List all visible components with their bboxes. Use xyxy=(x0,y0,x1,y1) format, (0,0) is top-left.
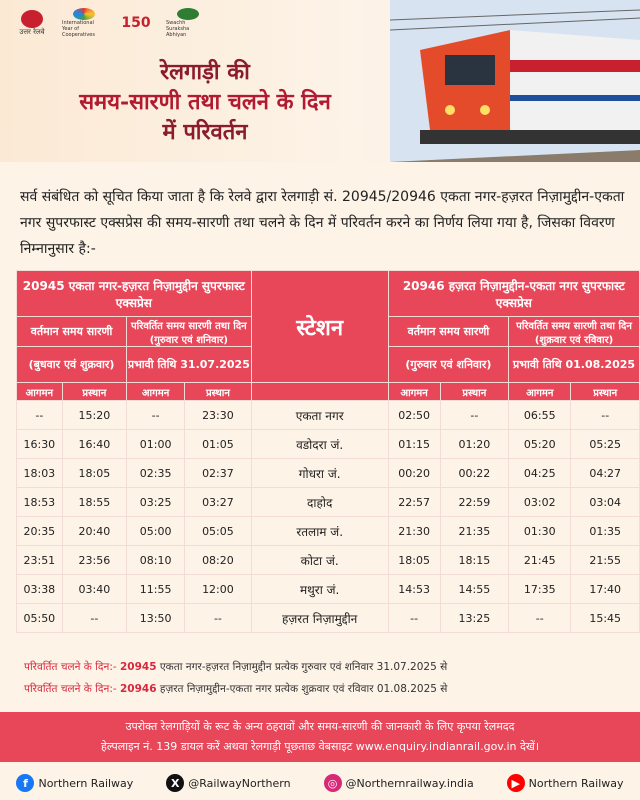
station-cell: कोटा जं. xyxy=(251,546,388,575)
col-arrival: आगमन xyxy=(509,383,571,401)
notes xyxy=(24,656,447,700)
table-row xyxy=(17,604,640,633)
time-cell: 18:05 xyxy=(388,546,440,575)
table-row xyxy=(17,401,640,430)
col-arrival: आगमन xyxy=(127,383,185,401)
station-header: स्टेशन xyxy=(251,271,388,383)
social-instagram[interactable]: ◎ @Northernrailway.india xyxy=(324,774,474,792)
current-schedule-a: वर्तमान समय सारणी xyxy=(17,317,127,347)
time-cell: 18:53 xyxy=(17,488,63,517)
time-cell: 18:55 xyxy=(62,488,126,517)
time-cell: 18:15 xyxy=(440,546,509,575)
time-cell: -- xyxy=(440,401,509,430)
railway-logo: उत्तर रेलवे xyxy=(10,8,54,38)
time-cell: 21:55 xyxy=(571,546,640,575)
time-cell: 13:25 xyxy=(440,604,509,633)
table-row xyxy=(17,517,640,546)
x-icon: X xyxy=(166,774,184,792)
station-cell: रतलाम जं. xyxy=(251,517,388,546)
col-arrival: आगमन xyxy=(388,383,440,401)
station-cell: हज़रत निज़ामुद्दीन xyxy=(251,604,388,633)
time-cell: 05:05 xyxy=(185,517,251,546)
station-cell: एकता नगर xyxy=(251,401,388,430)
time-cell: 00:22 xyxy=(440,459,509,488)
time-cell: 23:51 xyxy=(17,546,63,575)
col-arrival: आगमन xyxy=(17,383,63,401)
time-cell: 18:03 xyxy=(17,459,63,488)
time-cell: 21:45 xyxy=(509,546,571,575)
time-cell: 21:35 xyxy=(440,517,509,546)
time-cell: 03:40 xyxy=(62,575,126,604)
time-cell: 03:38 xyxy=(17,575,63,604)
time-cell: 04:27 xyxy=(571,459,640,488)
time-cell: 22:59 xyxy=(440,488,509,517)
time-cell: 15:20 xyxy=(62,401,126,430)
time-cell: 21:30 xyxy=(388,517,440,546)
time-cell: 18:05 xyxy=(62,459,126,488)
time-cell: -- xyxy=(388,604,440,633)
time-cell: 02:37 xyxy=(185,459,251,488)
time-cell: -- xyxy=(509,604,571,633)
instagram-icon: ◎ xyxy=(324,774,342,792)
time-cell: 01:35 xyxy=(571,517,640,546)
time-cell: -- xyxy=(62,604,126,633)
time-cell: 00:20 xyxy=(388,459,440,488)
col-departure: प्रस्थान xyxy=(440,383,509,401)
note-20945: परिवर्तित चलने के दिन:- 20945 एकता नगर-हज़रत निज़ामुद्दीन प्रत्येक गुरुवार एवं शनिवार 31.07.2025 से xyxy=(24,661,448,673)
table-row xyxy=(17,430,640,459)
time-cell: 05:25 xyxy=(571,430,640,459)
time-cell: 11:55 xyxy=(127,575,185,604)
anniversary-logo: 150 xyxy=(121,15,151,31)
time-cell: 17:40 xyxy=(571,575,640,604)
station-cell: मथुरा जं. xyxy=(251,575,388,604)
col-departure: प्रस्थान xyxy=(62,383,126,401)
page-title: रेलगाड़ी की समय-सारणी तथा चलने के दिन में परिवर्तन xyxy=(79,59,331,145)
station-cell: दाहोद xyxy=(251,488,388,517)
table-row xyxy=(17,488,640,517)
swachh-logo: Swachh Suraksha Abhiyan xyxy=(166,8,210,38)
time-cell: 16:30 xyxy=(17,430,63,459)
time-cell: 16:40 xyxy=(62,430,126,459)
effective-b: प्रभावी तिथि 01.08.2025 xyxy=(509,347,640,383)
time-cell: 02:50 xyxy=(388,401,440,430)
col-departure: प्रस्थान xyxy=(185,383,251,401)
time-cell: 01:15 xyxy=(388,430,440,459)
social-x[interactable]: X @RailwayNorthern xyxy=(166,774,290,792)
train-image xyxy=(390,0,640,162)
train-20946-header: 20946 हज़रत निज़ामुद्दीन-एकता नगर सुपरफास्ट एक्सप्रेस xyxy=(388,271,639,317)
time-cell: 01:05 xyxy=(185,430,251,459)
time-cell: 01:30 xyxy=(509,517,571,546)
current-schedule-b: वर्तमान समय सारणी xyxy=(388,317,508,347)
social-youtube[interactable]: ▶ Northern Railway xyxy=(507,774,624,792)
time-cell: -- xyxy=(185,604,251,633)
time-cell: 03:04 xyxy=(571,488,640,517)
time-cell: 08:10 xyxy=(127,546,185,575)
time-cell: 01:20 xyxy=(440,430,509,459)
social-bar xyxy=(0,766,640,800)
header xyxy=(0,0,640,162)
youtube-icon: ▶ xyxy=(507,774,525,792)
station-cell: वडोदरा जं. xyxy=(251,430,388,459)
time-cell: 14:53 xyxy=(388,575,440,604)
table-row xyxy=(17,459,640,488)
time-cell: 20:40 xyxy=(62,517,126,546)
time-cell: -- xyxy=(17,401,63,430)
timetable-body xyxy=(17,401,640,633)
revised-schedule-b: परिवर्तित समय सारणी तथा दिन (शुक्रवार एवं रविवार) xyxy=(509,317,640,347)
time-cell: 23:56 xyxy=(62,546,126,575)
time-cell: 03:25 xyxy=(127,488,185,517)
time-cell: -- xyxy=(127,401,185,430)
time-cell: 03:02 xyxy=(509,488,571,517)
days-b: (गुरुवार एवं शनिवार) xyxy=(388,347,508,383)
note-20946: परिवर्तित चलने के दिन:- 20946 हज़रत निज़ामुद्दीन-एकता नगर प्रत्येक शुक्रवार एवं रविवार 01.08.2025 से xyxy=(24,683,448,695)
effective-a: प्रभावी तिथि 31.07.2025 xyxy=(127,347,252,383)
time-cell: 13:50 xyxy=(127,604,185,633)
time-cell: 22:57 xyxy=(388,488,440,517)
time-cell: 05:20 xyxy=(509,430,571,459)
days-a: (बुधवार एवं शुक्रवार) xyxy=(17,347,127,383)
station-cell: गोधरा जं. xyxy=(251,459,388,488)
col-departure: प्रस्थान xyxy=(571,383,640,401)
time-cell: -- xyxy=(571,401,640,430)
coop-year-logo: International Year of Cooperatives xyxy=(62,8,106,38)
time-cell: 12:00 xyxy=(185,575,251,604)
time-cell: 08:20 xyxy=(185,546,251,575)
table-row xyxy=(17,546,640,575)
logo-row xyxy=(10,8,210,38)
time-cell: 14:55 xyxy=(440,575,509,604)
train-20945-header: 20945 एकता नगर-हज़रत निज़ामुद्दीन सुपरफास्ट एक्सप्रेस xyxy=(17,271,252,317)
time-cell: 17:35 xyxy=(509,575,571,604)
time-cell: 23:30 xyxy=(185,401,251,430)
social-facebook[interactable]: f Northern Railway xyxy=(16,774,133,792)
time-cell: 20:35 xyxy=(17,517,63,546)
station-spacer xyxy=(251,383,388,401)
facebook-icon: f xyxy=(16,774,34,792)
time-cell: 06:55 xyxy=(509,401,571,430)
helpline-banner: उपरोक्त रेलगाड़ियों के रूट के अन्य ठहरावों और समय-सारणी की जानकारी के लिए कृपया रेलमदद हेल्पलाइन नं. 139 डायल करें अथवा रेलगाड़ी पूछताछ वेबसाइट www.enquiry.indianrail.gov.in देखें। xyxy=(0,712,640,762)
timetable xyxy=(16,270,640,633)
time-cell: 01:00 xyxy=(127,430,185,459)
revised-schedule-a: परिवर्तित समय सारणी तथा दिन (गुरुवार एवं शनिवार) xyxy=(127,317,252,347)
time-cell: 05:50 xyxy=(17,604,63,633)
time-cell: 05:00 xyxy=(127,517,185,546)
time-cell: 04:25 xyxy=(509,459,571,488)
time-cell: 03:27 xyxy=(185,488,251,517)
time-cell: 15:45 xyxy=(571,604,640,633)
time-cell: 02:35 xyxy=(127,459,185,488)
table-row xyxy=(17,575,640,604)
intro-paragraph: सर्व संबंधित को सूचित किया जाता है कि रेलवे द्वारा रेलगाड़ी सं. 20945/20946 एकता नगर-हज़रत निज़ामुद्दीन-एकता नगर सुपरफास्ट एक्सप्रेस की समय-सारणी तथा चलने के दिन में परिवर्तन करने का निर्णय लिया गया है, जिसका विवरण निम्नानुसार है:- xyxy=(20,189,625,257)
